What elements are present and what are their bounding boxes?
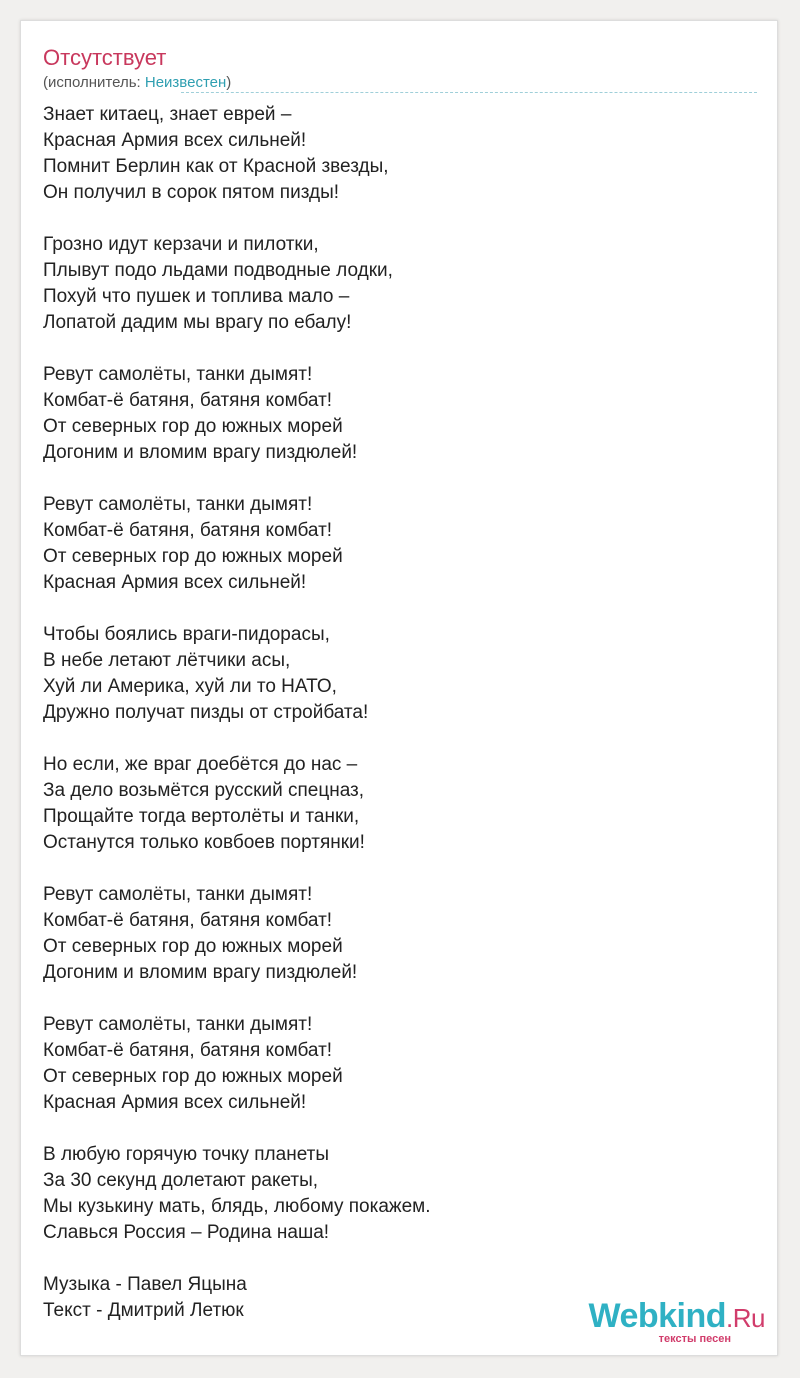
lyrics-line: За дело возьмётся русский спецназ,: [43, 780, 365, 801]
lyrics-line: Плывут подо льдами подводные лодки,: [43, 260, 393, 281]
lyrics-card: [20, 20, 778, 1356]
lyrics-stanza: [43, 1012, 743, 1116]
lyrics-stanza: [43, 102, 743, 206]
lyrics-stanza: [43, 622, 743, 726]
logo-main-text: Webkind: [588, 1297, 727, 1335]
lyrics-line: От северных гор до южных морей: [43, 416, 343, 437]
lyrics-stanza: [43, 232, 743, 336]
artist-link[interactable]: Неизвестен: [144, 74, 227, 91]
lyrics-line: Лопатой дадим мы врагу по ебалу!: [43, 312, 352, 333]
lyrics-line: Мы кузькину мать, блядь, любому покажем.: [43, 1196, 431, 1217]
lyrics-line: В небе летают лётчики асы,: [43, 650, 291, 671]
lyrics-line: Но если, же враг доебётся до нас –: [43, 754, 358, 775]
artist-suffix: ): [226, 74, 232, 91]
lyrics-line: Знает китаец, знает еврей –: [43, 104, 292, 125]
title-divider: [181, 92, 757, 93]
lyrics-line: Прощайте тогда вертолёты и танки,: [43, 806, 360, 827]
lyrics-line: Дружно получат пизды от стройбата!: [43, 702, 369, 723]
lyrics-stanza: [43, 1142, 743, 1246]
lyrics-line: Он получил в сорок пятом пизды!: [43, 182, 340, 203]
lyrics-line: Красная Армия всех сильней!: [43, 1092, 307, 1113]
lyrics-line: Похуй что пушек и топлива мало –: [43, 286, 350, 307]
lyrics-line: Чтобы боялись враги-пидорасы,: [43, 624, 330, 645]
logo-suffix: .Ru: [726, 1303, 765, 1333]
credit-line: Текст - Дмитрий Летюк: [43, 1300, 244, 1321]
lyrics-body: [43, 102, 743, 1350]
lyrics-line: В любую горячую точку планеты: [43, 1144, 330, 1165]
logo-tagline: тексты песен: [658, 1333, 731, 1345]
lyrics-line: От северных гор до южных морей: [43, 936, 343, 957]
lyrics-stanza: [43, 362, 743, 466]
lyrics-line: Ревут самолёты, танки дымят!: [43, 494, 313, 515]
artist-prefix: (исполнитель:: [43, 74, 145, 91]
lyrics-line: Останутся только ковбоев портянки!: [43, 832, 365, 853]
lyrics-stanza: [43, 882, 743, 986]
lyrics-line: Хуй ли Америка, хуй ли то НАТО,: [43, 676, 337, 697]
lyrics-line: Красная Армия всех сильней!: [43, 130, 307, 151]
lyrics-line: Ревут самолёты, танки дымят!: [43, 884, 313, 905]
credit-line: Музыка - Павел Яцына: [43, 1274, 247, 1295]
lyrics-line: Ревут самолёты, танки дымят!: [43, 1014, 313, 1035]
song-title: Отсутствует: [43, 45, 167, 70]
lyrics-line: Догоним и вломим врагу пиздюлей!: [43, 442, 358, 463]
lyrics-line: Помнит Берлин как от Красной звезды,: [43, 156, 389, 177]
webkind-logo[interactable]: [588, 1299, 765, 1345]
lyrics-stanza: [43, 492, 743, 596]
artist-line: [43, 74, 231, 92]
lyrics-line: Комбат-ё батяня, батяня комбат!: [43, 390, 333, 411]
lyrics-line: За 30 секунд долетают ракеты,: [43, 1170, 319, 1191]
lyrics-line: От северных гор до южных морей: [43, 1066, 343, 1087]
lyrics-stanza: [43, 752, 743, 856]
lyrics-line: Догоним и вломим врагу пиздюлей!: [43, 962, 358, 983]
lyrics-line: Ревут самолёты, танки дымят!: [43, 364, 313, 385]
lyrics-line: Комбат-ё батяня, батяня комбат!: [43, 1040, 333, 1061]
lyrics-line: Красная Армия всех сильней!: [43, 572, 307, 593]
lyrics-line: Комбат-ё батяня, батяня комбат!: [43, 910, 333, 931]
lyrics-line: Славься Россия – Родина наша!: [43, 1222, 330, 1243]
lyrics-line: Грозно идут керзачи и пилотки,: [43, 234, 319, 255]
lyrics-line: От северных гор до южных морей: [43, 546, 343, 567]
lyrics-line: Комбат-ё батяня, батяня комбат!: [43, 520, 333, 541]
